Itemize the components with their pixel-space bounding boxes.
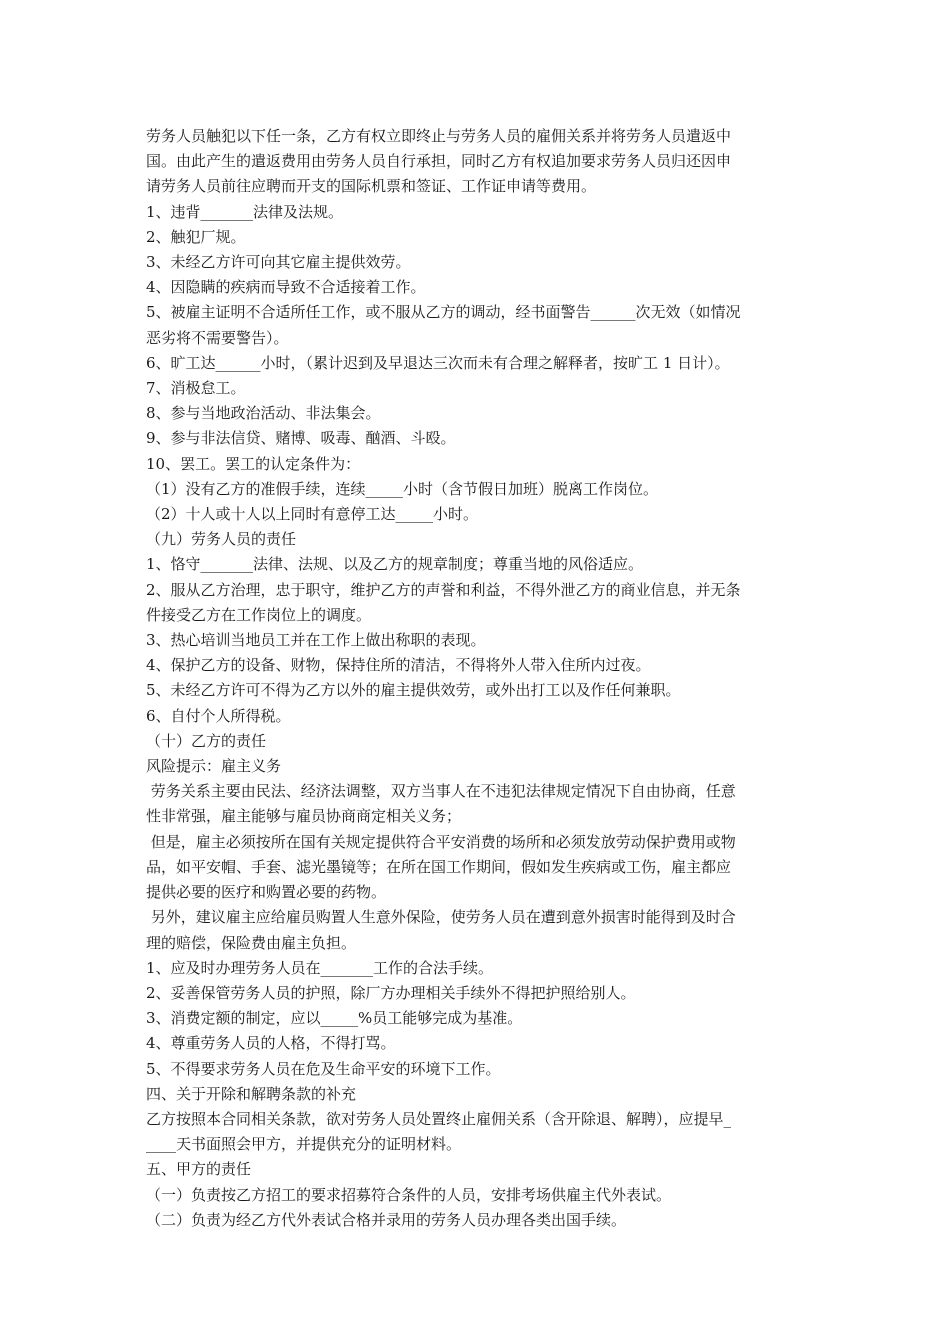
paragraph [146, 1082, 810, 1107]
text-line: 3、未经乙方许可向其它雇主提供效劳。 [146, 253, 411, 272]
text-line: 6、旷工达______小时，（累计迟到及早退达三次而未有合理之解释者，按旷工 1 日计）。 [146, 353, 730, 372]
text-line: （二）负责为经乙方代外表试合格并录用的劳务人员办理各类出国手续。 [146, 1210, 627, 1229]
text-line: 4、因隐瞒的疾病而导致不合适接着工作。 [146, 278, 426, 297]
text-line: 恶劣将不需要警告）。 [146, 328, 289, 347]
paragraph [146, 1031, 810, 1056]
paragraph [146, 653, 810, 678]
text-line: 劳务人员触犯以下任一条，乙方有权立即终止与劳务人员的雇佣关系并将劳务人员遣返中 [146, 127, 732, 145]
paragraph [146, 250, 810, 275]
text-line: 但是，雇主必须按所在国有关规定提供符合平安消费的场所和必须发放劳动保护费用或物 [146, 832, 736, 851]
paragraph [146, 477, 810, 502]
text-line: 劳务关系主要由民法、经济法调整，双方当事人在不违犯法律规定情况下自由协商，任意 [146, 782, 736, 801]
paragraph [146, 376, 810, 401]
text-line: 件接受乙方在工作岗位上的调度。 [146, 605, 372, 624]
text-line: 1、恪守_______法律、法规、以及乙方的规章制度；尊重当地的风俗适应。 [146, 555, 644, 574]
paragraph [146, 452, 810, 477]
paragraph [146, 956, 810, 981]
paragraph [146, 1006, 810, 1031]
paragraph [146, 1183, 810, 1208]
text-line: 3、热心培训当地员工并在工作上做出称职的表现。 [146, 631, 486, 650]
paragraph [146, 830, 810, 906]
paragraph [146, 578, 810, 628]
text-line: 国。由此产生的遣返费用由劳务人员自行承担，同时乙方有权追加要求劳务人员归还因申 [146, 152, 732, 171]
text-line: （十）乙方的责任 [146, 731, 267, 750]
paragraph [146, 124, 810, 200]
paragraph [146, 275, 810, 300]
paragraph [146, 502, 810, 527]
paragraph [146, 1057, 810, 1082]
paragraph [146, 704, 810, 729]
paragraph [146, 527, 810, 552]
text-line: 理的赔偿，保险费由雇主负担。 [146, 933, 357, 952]
text-line: 性非常强，雇主能够与雇员协商商定相关义务； [146, 807, 462, 826]
text-line: 1、应及时办理劳务人员在_______工作的合法手续。 [146, 958, 494, 977]
text-line: 风险提示：雇主义务 [146, 757, 282, 776]
text-line: 4、尊重劳务人员的人格，不得打骂。 [146, 1034, 396, 1053]
text-line: 品，如平安帽、手套、滤光墨镜等；在所在国工作期间，假如发生疾病或工伤，雇主都应 [146, 857, 732, 876]
text-line: 2、服从乙方治理，忠于职守，维护乙方的声誉和利益，不得外泄乙方的商业信息，并无条 [146, 580, 741, 599]
text-line: 2、妥善保管劳务人员的护照，除厂方办理相关手续外不得把护照给别人。 [146, 983, 636, 1002]
paragraph [146, 905, 810, 955]
text-line: 6、自付个人所得税。 [146, 706, 291, 725]
paragraph [146, 1157, 810, 1182]
text-line: 3、消费定额的制定，应以_____%员工能够完成为基准。 [146, 1009, 523, 1028]
text-line: 5、被雇主证明不合适所任工作，或不服从乙方的调动，经书面警告______次无效（如情况 [146, 303, 741, 322]
text-line: 1、违背_______法律及法规。 [146, 202, 344, 221]
text-line: （一）负责按乙方招工的要求招募符合条件的人员，安排考场供雇主代外表试。 [146, 1185, 672, 1204]
paragraph [146, 628, 810, 653]
paragraph [146, 351, 810, 376]
text-line: 8、参与当地政治活动、非法集会。 [146, 404, 381, 423]
text-line: 4、保护乙方的设备、财物，保持住所的清洁，不得将外人带入住所内过夜。 [146, 656, 651, 675]
text-line: 9、参与非法信贷、赌博、吸毒、酗酒、斗殴。 [146, 429, 456, 448]
paragraph [146, 300, 810, 350]
text-line: 四、关于开除和解聘条款的补充 [146, 1084, 357, 1103]
paragraph [146, 426, 810, 451]
paragraph [146, 200, 810, 225]
paragraph [146, 981, 810, 1006]
text-line: ____天书面照会甲方，并提供充分的证明材料。 [146, 1135, 462, 1154]
text-line: 请劳务人员前往应聘而开支的国际机票和签证、工作证申请等费用。 [146, 177, 597, 196]
text-line: 五、甲方的责任 [146, 1160, 252, 1179]
paragraph [146, 1208, 810, 1233]
paragraph [146, 225, 810, 250]
document-body [146, 124, 810, 1233]
paragraph [146, 729, 810, 754]
paragraph [146, 754, 810, 779]
paragraph [146, 779, 810, 829]
text-line: （九）劳务人员的责任 [146, 530, 297, 549]
paragraph [146, 1107, 810, 1157]
text-line: 7、消极怠工。 [146, 379, 246, 398]
text-line: 5、不得要求劳务人员在危及生命平安的环境下工作。 [146, 1059, 501, 1078]
text-line: 另外，建议雇主应给雇员购置人生意外保险，使劳务人员在遭到意外损害时能得到及时合 [146, 908, 736, 927]
text-line: （1）没有乙方的准假手续，连续_____小时（含节假日加班）脱离工作岗位。 [146, 479, 659, 498]
text-line: 提供必要的医疗和购置必要的药物。 [146, 883, 387, 902]
paragraph [146, 552, 810, 577]
paragraph [146, 401, 810, 426]
text-line: （2）十人或十人以上同时有意停工达_____小时。 [146, 505, 479, 524]
text-line: 5、未经乙方许可不得为乙方以外的雇主提供效劳，或外出打工以及作任何兼职。 [146, 681, 681, 700]
text-line: 乙方按照本合同相关条款，欲对劳务人员处置终止雇佣关系（含开除退、解聘），应提早_ [146, 1109, 732, 1128]
paragraph [146, 678, 810, 703]
text-line: 2、触犯厂规。 [146, 227, 246, 246]
text-line: 10、罢工。罢工的认定条件为： [146, 454, 361, 473]
